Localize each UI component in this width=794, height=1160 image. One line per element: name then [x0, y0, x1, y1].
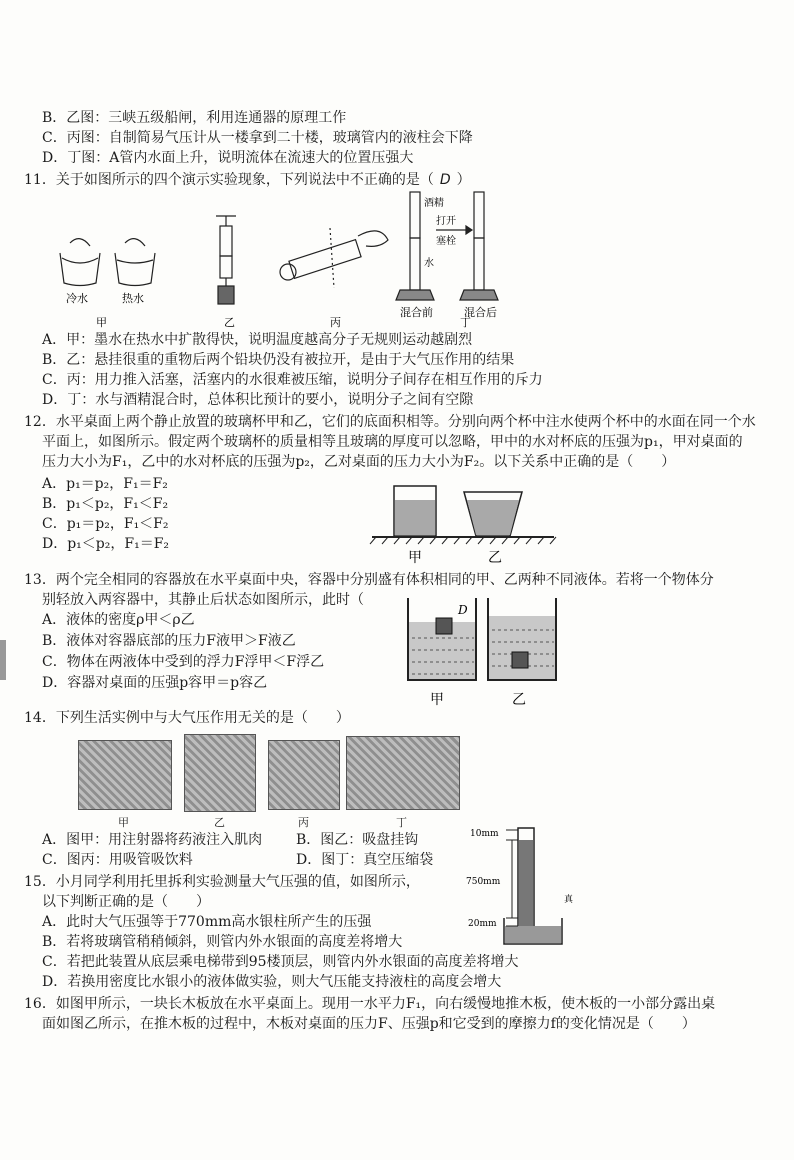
q11-option-a: A．甲：墨水在热水中扩散得快，说明温度越高分子无规则运动越剧烈: [42, 332, 473, 348]
q11-label-bing: 丙: [330, 316, 341, 328]
q14-label-yi: 乙: [214, 816, 225, 829]
q14-photo-yi: [184, 734, 256, 812]
q15-stem-line1: 15．小月同学利用托里拆利实验测量大气压强的值，如图所示，: [24, 874, 420, 890]
q11-label-plug: 塞栓: [436, 236, 456, 247]
q15-option-c: C．若把此装置从底层乘电梯带到95楼顶层，则管内外水银面的高度差将增大: [42, 954, 519, 970]
q13-label-yi: 乙: [512, 692, 526, 708]
q14-option-d: D．图丁：真空压缩袋: [296, 852, 434, 868]
prev-option-b: B．乙图：三峡五级船闸，利用连通器的原理工作: [42, 110, 347, 126]
q13-option-a: A．液体的密度ρ甲＜ρ乙: [42, 612, 195, 628]
q15-label-750mm: 750mm: [466, 877, 501, 887]
q14-stem: 14．下列生活实例中与大气压作用无关的是（ ）: [24, 710, 350, 726]
q11-handwritten-answer: D: [439, 172, 451, 188]
scan-margin-mark: [0, 640, 6, 680]
q12-figure: [368, 470, 558, 566]
q11-figure: [40, 188, 560, 328]
q12-option-c: C．p₁＝p₂，F₁＜F₂: [42, 516, 169, 532]
q13-figure: [400, 594, 570, 712]
q14-photo-bing: [268, 740, 340, 810]
q11-lead-blocks: [216, 216, 236, 304]
q12-stem-line2: 平面上，如图所示。假定两个玻璃杯的质量相等且玻璃的厚度可以忽略，甲中的水对杯底的压强为p₁，甲对桌面的: [42, 434, 743, 450]
q12-stem-line1: 12．水平桌面上两个静止放置的玻璃杯甲和乙，它们的底面积相等。分别向两个杯中注水使两个杯中的水面在同一个水: [24, 414, 756, 430]
q14-label-jia: 甲: [118, 816, 129, 829]
q11-stem: [24, 170, 471, 190]
q13-handwritten-answer: D: [458, 603, 468, 617]
q14-label-bing: 丙: [298, 816, 309, 829]
q13-stem-line2: 别轻放入两容器中，其静止后状态如图所示，此时（: [42, 592, 364, 608]
q14-option-b: B．图乙：吸盘挂钩: [296, 832, 419, 848]
q11-option-d: D．丁：水与酒精混合时，总体积比预计的要小，说明分子之间有空隙: [42, 392, 474, 408]
q11-option-c: C．丙：用力推入活塞，活塞内的水很难被压缩，说明分子间存在相互作用的斥力: [42, 372, 543, 388]
q11-label-alcohol: 酒精: [424, 198, 444, 209]
q12-stem-line3: 压力大小为F₁，乙中的水对杯底的压强为p₂，乙对桌面的压力大小为F₂。以下关系中正确的是（ ）: [42, 454, 676, 470]
q13-label-jia: 甲: [430, 692, 444, 708]
q11-label-before: 混合前: [400, 306, 433, 319]
q11-label-cold: 冷水: [66, 292, 88, 305]
q15-option-d: D．若换用密度比水银小的液体做实验，则大气压能支持液柱的高度会增大: [42, 974, 502, 990]
q16-stem-line2: 面如图乙所示，在推木板的过程中，木板对桌面的压力F、压强p和它受到的摩擦力f的变化情况是（ ）: [42, 1016, 696, 1032]
q15-label-20mm: 20mm: [468, 919, 497, 929]
q15-option-a: A．此时大气压强等于770mm高水银柱所产生的压强: [42, 914, 372, 930]
q12-option-a: A．p₁＝p₂，F₁＝F₂: [42, 476, 168, 492]
q11-label-ding: 丁: [460, 316, 471, 328]
q14-option-a: A．图甲：用注射器将药液注入肌肉: [42, 832, 263, 848]
prev-option-d: D．丁图：A管内水面上升，说明流体在流速大的位置压强大: [42, 150, 414, 166]
q11-label-jia: 甲: [96, 316, 107, 328]
q11-option-b: B．乙：悬挂很重的重物后两个铅块仍没有被拉开，是由于大气压作用的结果: [42, 352, 515, 368]
q15-option-b: B．若将玻璃管稍稍倾斜，则管内外水银面的高度差将增大: [42, 934, 403, 950]
q11-label-water: 水: [424, 258, 434, 269]
q11-beakers: [60, 239, 155, 286]
q13-option-c: C．物体在两液体中受到的浮力F浮甲＜F浮乙: [42, 654, 325, 670]
q13-stem-line1: 13．两个完全相同的容器放在水平桌面中央，容器中分别盛有体积相同的甲、乙两种不同液体。若将一个物体分: [24, 572, 714, 588]
q15-label-vacuum: 真: [564, 895, 574, 905]
q12-option-d: D．p₁＜p₂，F₁＝F₂: [42, 536, 170, 552]
q11-label-yi: 乙: [224, 316, 235, 328]
q15-label-10mm: 10mm: [470, 829, 499, 839]
q11-stem-text: 11．关于如图所示的四个演示实验现象，下列说法中不正确的是（: [24, 172, 434, 188]
q12-option-b: B．p₁＜p₂，F₁＜F₂: [42, 496, 169, 512]
q14-option-c: C．图丙：用吸管吸饮料: [42, 852, 193, 868]
q16-stem-line1: 16．如图甲所示，一块长木板放在水平桌面上。现用一水平力F₁，向右缓慢地推木板，使木板的一小部分露出桌: [24, 996, 716, 1012]
q11-label-after: 混合后: [464, 306, 497, 319]
q14-label-ding: 丁: [396, 816, 407, 829]
q14-photo-jia: [78, 740, 172, 810]
q13-option-b: B．液体对容器底部的压力F液甲＞F液乙: [42, 633, 296, 649]
q11-stem-end: ）: [456, 172, 471, 188]
q11-label-hot: 热水: [122, 292, 144, 305]
q12-label-jia: 甲: [408, 550, 422, 566]
prev-option-c: C．丙图：自制简易气压计从一楼拿到二十楼，玻璃管内的液柱会下降: [42, 130, 473, 146]
q11-syringe: [280, 228, 388, 288]
q14-photo-ding: [346, 736, 460, 810]
q13-option-d: D．容器对桌面的压强p容甲＝p容乙: [42, 675, 268, 691]
q15-stem-line2: 以下判断正确的是（ ）: [42, 894, 210, 910]
q12-label-yi: 乙: [488, 550, 502, 566]
q11-label-open: 打开: [436, 216, 456, 227]
q15-figure: [466, 822, 586, 948]
